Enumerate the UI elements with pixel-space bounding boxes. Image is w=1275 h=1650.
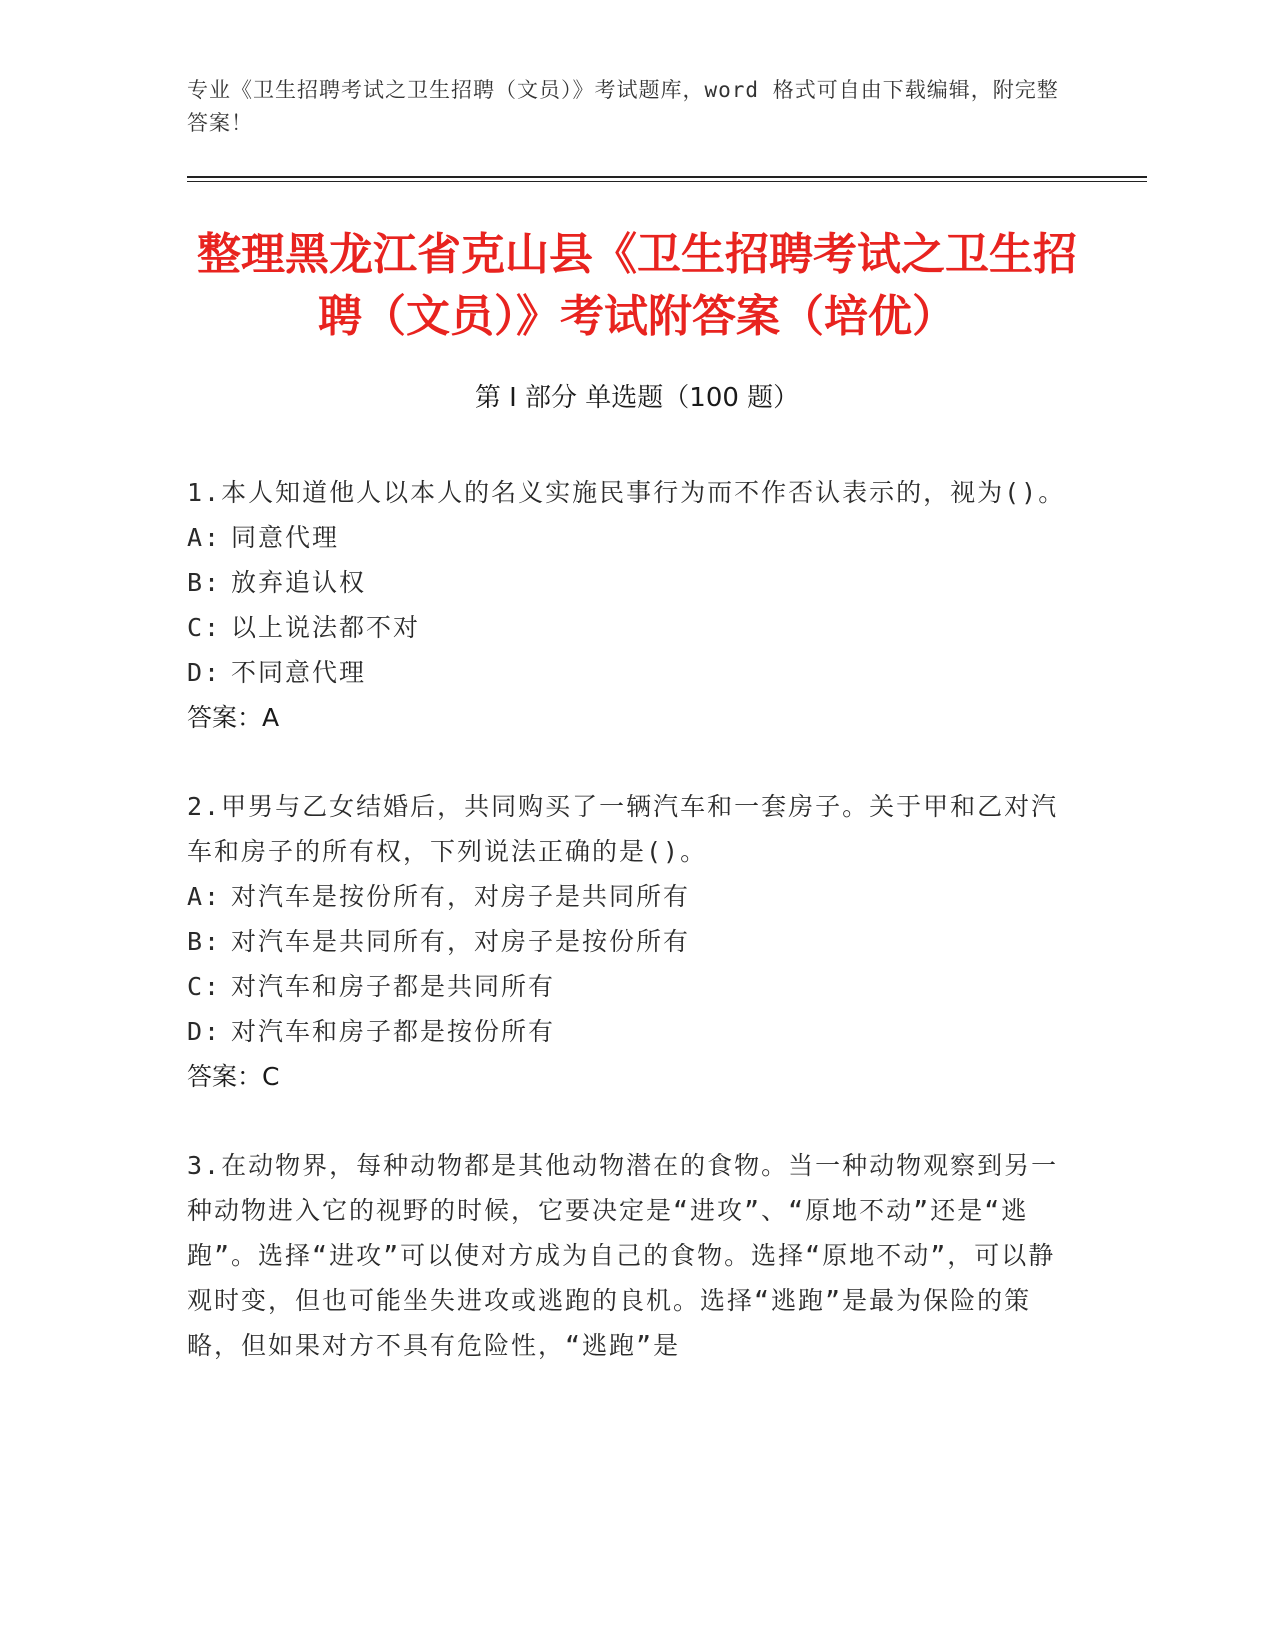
option-c [187, 964, 1067, 1009]
header-rule-thick [187, 176, 1147, 178]
question-stem: 1.本人知道他人以本人的名义实施民事行为而不作否认表示的，视为()。 [187, 478, 1066, 507]
option-a [187, 874, 1067, 919]
option-a [187, 515, 1067, 560]
question-stem: 3.在动物界，每种动物都是其他动物潜在的食物。当一种动物观察到另一种动物进入它的视野的时候，它要决定是“进攻”、“原地不动”还是“逃跑”。选择“进攻”可以使对方成为自己的食物。选择“原地不动”，可以静观时变，但也可能坐失进攻或逃跑的良机。选择“逃跑”是最为保险的策略，但如果对方不具有危险性，“逃跑”是 [187, 1151, 1059, 1360]
option-letter: B: [187, 568, 222, 597]
option-letter: C: [187, 972, 222, 1001]
option-letter: C: [187, 613, 222, 642]
option-text: 放弃追认权 [231, 568, 367, 597]
option-text: 不同意代理 [231, 658, 367, 687]
section-title: 第 I 部分 单选题（100 题） [474, 383, 800, 413]
option-letter: D: [187, 658, 222, 687]
answer-line: 答案：C [187, 1062, 280, 1091]
option-letter: D: [187, 1017, 222, 1046]
document-title: 整理黑龙江省克山县《卫生招聘考试之卫生招聘（文员）》考试附答案（培优） [197, 229, 1077, 342]
option-text: 对汽车是按份所有，对房子是共同所有 [231, 882, 691, 911]
option-text: 对汽车和房子都是按份所有 [231, 1017, 556, 1046]
answer-line: 答案：A [187, 703, 280, 732]
option-text: 对汽车是共同所有，对房子是按份所有 [231, 927, 691, 956]
option-d [187, 650, 1067, 695]
option-b [187, 919, 1067, 964]
option-b [187, 560, 1067, 605]
question-2 [187, 784, 1067, 1099]
question-1 [187, 470, 1067, 740]
option-letter: A: [187, 882, 222, 911]
option-d [187, 1009, 1067, 1054]
option-text: 同意代理 [231, 523, 340, 552]
question-stem: 2.甲男与乙女结婚后，共同购买了一辆汽车和一套房子。关于甲和乙对汽车和房子的所有权，下列说法正确的是()。 [187, 792, 1059, 866]
option-letter: A: [187, 523, 222, 552]
option-text: 以上说法都不对 [231, 613, 421, 642]
header-note: 专业《卫生招聘考试之卫生招聘（文员）》考试题库，word 格式可自由下载编辑，附完整答案！ [187, 78, 1059, 135]
option-letter: B: [187, 927, 222, 956]
question-3 [187, 1143, 1067, 1368]
option-c [187, 605, 1067, 650]
header-rule-thin [187, 181, 1147, 182]
question-list [187, 470, 1067, 1412]
option-text: 对汽车和房子都是共同所有 [231, 972, 556, 1001]
